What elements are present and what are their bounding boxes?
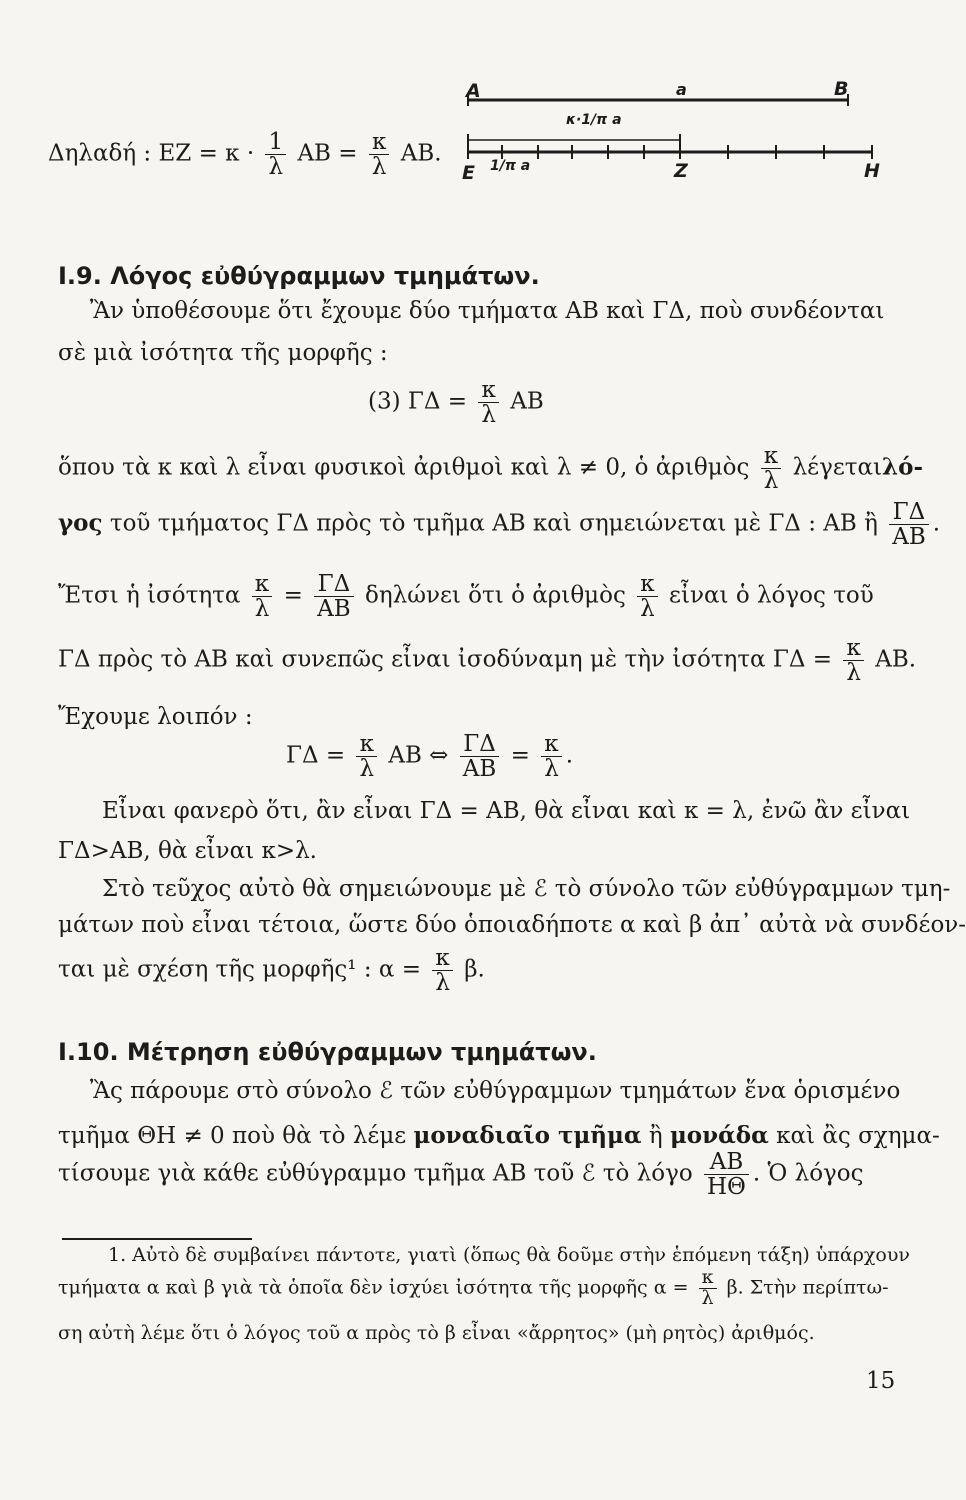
paragraph-line: ΓΔ πρὸς τὸ ΑΒ καὶ συνεπῶς εἶναι ἰσοδύναμη μὲ τὴν ἰσότητα ΓΔ = $\frac{\kappa}{\lambda}$ ΑΒ.	[58, 635, 917, 687]
page-number: 15	[866, 1368, 896, 1394]
label-z: Z	[674, 160, 688, 182]
equivalence-equation: ΓΔ = $\frac{\kappa}{\lambda}$ ΑΒ ⇔ $\frac{\Gamma\Delta}{AB}$ = $\frac{\kappa}{\lambda}$ .	[286, 731, 574, 783]
paragraph-line: Ἂς πάρουμε στὸ σύνολο ℰ τῶν εὐθύγραμμων τμημάτων ἕνα ὁρισμένο	[90, 1078, 901, 1104]
paragraph-line: Ἔχουμε λοιπόν :	[58, 704, 253, 730]
label-b: B	[834, 78, 849, 100]
footnote-divider	[62, 1238, 252, 1240]
paragraph-line: τμῆμα ΘΗ ≠ 0 ποὺ θὰ τὸ λέμε μοναδιαῖο τμῆμα ἢ μονάδα καὶ ἂς σχημα-	[58, 1122, 940, 1149]
paragraph-line: Εἶναι φανερὸ ὅτι, ἂν εἶναι ΓΔ = ΑΒ, θὰ εἶναι καὶ κ = λ, ἐνῶ ἂν εἶναι	[102, 798, 911, 824]
label-h: H	[864, 160, 880, 182]
paragraph-line: μάτων ποὺ εἶναι τέτοια, ὥστε δύο ὁποιαδήποτε α καὶ β ἀπ᾿ αὐτὰ νὰ συνδέον-	[58, 912, 966, 938]
paragraph-line: ὅπου τὰ κ καὶ λ εἶναι φυσικοὶ ἀριθμοὶ καὶ λ ≠ 0, ὁ ἀριθμὸς $\frac{\kappa}{\lambda}$ λέγεταιλό-	[58, 443, 924, 495]
section-1-10-heading: Ι.10. Μέτρηση εὐθύγραμμων τμημάτων.	[58, 1038, 597, 1066]
paragraph-line: σὲ μιὰ ἰσότητα τῆς μορφῆς :	[58, 340, 388, 366]
equation-3: (3) ΓΔ = $\frac{\kappa}{\lambda}$ ΑΒ	[368, 377, 544, 429]
label-kappa-unit: κ·1/π a	[566, 112, 622, 128]
paragraph-line: τίσουμε γιὰ κάθε εὐθύγραμμο τμῆμα ΑΒ τοῦ ℰ τὸ λόγο $\frac{AB}{H\Theta}$ . Ὁ λόγος	[58, 1149, 864, 1201]
paragraph-line: γος τοῦ τμήματος ΓΔ πρὸς τὸ τμῆμα ΑΒ καὶ σημειώνεται μὲ ΓΔ : ΑΒ ἢ $\frac{\Gamma\Delta}{AB}$ .	[58, 499, 941, 551]
paragraph-line: Στὸ τεῦχος αὐτὸ θὰ σημειώνουμε μὲ ℰ τὸ σύνολο τῶν εὐθύγραμμων τμη-	[102, 876, 951, 902]
intro-line: Δηλαδή : ΕΖ = κ · $\frac{1}{\lambda}$ ΑΒ = $\frac{\kappa}{\lambda}$ ΑΒ.	[48, 129, 442, 181]
label-a: A	[466, 80, 481, 102]
section-1-9-heading: Ι.9. Λόγος εὐθύγραμμων τμημάτων.	[58, 262, 540, 290]
footnote-line: ση αὐτὴ λέμε ὅτι ὁ λόγος τοῦ α πρὸς τὸ β εἶναι «ἄρρητος» (μὴ ρητὸς) ἀριθμός.	[58, 1322, 815, 1344]
paragraph-line: Ἂν ὑποθέσουμε ὅτι ἔχουμε δύο τμήματα ΑΒ καὶ ΓΔ, ποὺ συνδέονται	[90, 298, 885, 324]
paragraph-line: ται μὲ σχέση τῆς μορφῆς¹ : α = $\frac{\kappa}{\lambda}$ β.	[58, 945, 485, 997]
label-a-lower: a	[676, 80, 687, 99]
footnote-line: τμήματα α καὶ β γιὰ τὰ ὁποῖα δὲν ἰσχύει ἰσότητα τῆς μορφῆς α = $\frac{\kappa}{\lambda}$ β. Στὴν περίπτω-	[58, 1266, 889, 1309]
paragraph-line: ΓΔ>ΑΒ, θὰ εἶναι κ>λ.	[58, 838, 317, 864]
footnote-line: 1. Αὐτὸ δὲ συμβαίνει πάντοτε, γιατὶ (ὅπως θὰ δοῦμε στὴν ἑπόμενη τάξη) ὑπάρχουν	[108, 1244, 910, 1266]
label-e: E	[462, 162, 475, 184]
label-unit: 1/π a	[490, 158, 531, 174]
paragraph-line: Ἔτσι ἡ ἰσότητα $\frac{\kappa}{\lambda}$ = $\frac{\Gamma\Delta}{AB}$ δηλώνει ὅτι ὁ ἀριθμὸς $\frac{\kappa}{\lambda}$ εἶναι ὁ λόγος τοῦ	[58, 571, 874, 623]
